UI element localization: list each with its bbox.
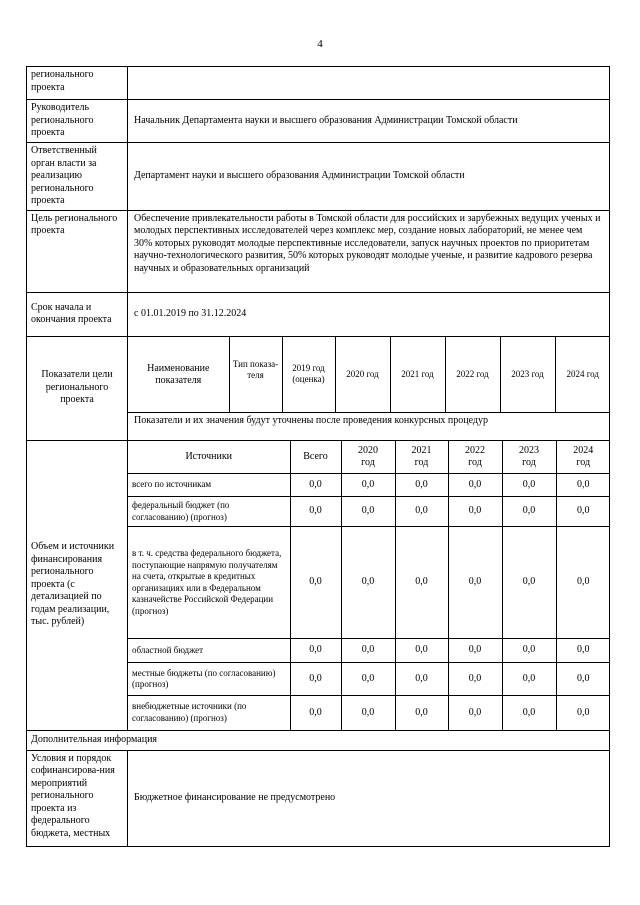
- funding-value: 0,0: [395, 474, 448, 497]
- funding-value: 0,0: [556, 497, 610, 527]
- indicator-header: Тип показа-теля: [229, 337, 282, 413]
- funding-value: 0,0: [290, 497, 341, 527]
- funding-row: [128, 663, 610, 696]
- funding-value: 0,0: [290, 639, 341, 663]
- funding-value: 0,0: [502, 474, 556, 497]
- funding-cell: [128, 440, 610, 730]
- funding-value: 0,0: [395, 696, 448, 730]
- head-value: Начальник Департамента науки и высшего образования Администрации Томской области: [134, 114, 518, 126]
- indicator-header: 2019 год (оценка): [282, 337, 335, 413]
- term-value-cell: [128, 292, 610, 336]
- indicator-header: Наименование показателя: [128, 337, 229, 413]
- funding-value: 0,0: [341, 474, 395, 497]
- indicators-label-cell: [27, 336, 128, 440]
- funding-value: 0,0: [556, 474, 610, 497]
- funding-value: 0,0: [395, 639, 448, 663]
- name-tail-cell: [27, 67, 128, 100]
- authority-label: Ответственный орган власти за реализацию регионального проекта: [31, 145, 97, 206]
- funding-header: Источники: [128, 441, 290, 474]
- funding-value: 0,0: [341, 497, 395, 527]
- funding-header: 2021 год: [395, 441, 448, 474]
- authority-value: Департамент науки и высшего образования Администрации Томской области: [134, 170, 465, 181]
- funding-header: 2022 год: [448, 441, 502, 474]
- indicator-header: 2024 год: [555, 337, 610, 413]
- name-tail-value-cell: [128, 67, 610, 100]
- goal-value-cell: [128, 210, 610, 292]
- funding-row: [128, 474, 610, 497]
- funding-value: 0,0: [448, 497, 502, 527]
- funding-value: 0,0: [290, 527, 341, 639]
- funding-value: 0,0: [448, 474, 502, 497]
- funding-value: 0,0: [556, 663, 610, 696]
- funding-value: 0,0: [290, 663, 341, 696]
- funding-value: 0,0: [341, 639, 395, 663]
- funding-value: 0,0: [290, 696, 341, 730]
- funding-value: 0,0: [448, 527, 502, 639]
- funding-value: 0,0: [502, 527, 556, 639]
- funding-value: 0,0: [341, 663, 395, 696]
- funding-value: 0,0: [341, 527, 395, 639]
- funding-label-cell: [27, 440, 128, 730]
- funding-value: 0,0: [502, 639, 556, 663]
- indicators-table: [128, 337, 610, 440]
- funding-value: 0,0: [556, 527, 610, 639]
- passport-table: [26, 66, 610, 847]
- indicator-header: 2020 год: [335, 337, 390, 413]
- funding-value: 0,0: [448, 663, 502, 696]
- funding-table: [128, 441, 610, 730]
- indicators-note: Показатели и их значения будут уточнены после проведения конкурсных процедур: [134, 415, 489, 426]
- term-label-cell: [27, 292, 128, 336]
- head-label-cell: [27, 100, 128, 143]
- indicator-header: 2022 год: [445, 337, 500, 413]
- funding-value: 0,0: [341, 696, 395, 730]
- funding-value: 0,0: [502, 696, 556, 730]
- funding-row: [128, 639, 610, 663]
- additional-info: Дополнительная информация: [27, 730, 610, 750]
- funding-value: 0,0: [502, 497, 556, 527]
- funding-value: 0,0: [556, 639, 610, 663]
- cofinancing-label: Условия и порядок софинансирова-ния мероприятий регионального проекта из федерального бюджета, местных: [31, 752, 115, 839]
- funding-row: [128, 696, 610, 730]
- funding-value: 0,0: [395, 527, 448, 639]
- funding-header: 2023 год: [502, 441, 556, 474]
- funding-value: 0,0: [395, 497, 448, 527]
- term-value: с 01.01.2019 по 31.12.2024: [134, 307, 247, 319]
- funding-header: 2024 год: [556, 441, 610, 474]
- funding-value: 0,0: [502, 663, 556, 696]
- funding-source: федеральный бюджет (по согласованию) (прогноз): [128, 497, 290, 527]
- goal-value: Обеспечение привлекательности работы в Томской области для российских и зарубежных ведущих ученых и молодых перспективных исследователей через комплекс мер, создание новых лабораторий, не менее чем 30% которых руководят молодые перспективные исследователи, запуск научных проектов по приоритетам научно-технологического развития, 50% которых руководят молодые ученые, и развитие кадрового резерва научных и образовательных организаций: [134, 212, 601, 274]
- indicator-header: 2023 год: [500, 337, 555, 413]
- head-label: Руководитель регионального проекта: [31, 102, 94, 139]
- funding-value: 0,0: [395, 663, 448, 696]
- funding-source: всего по источникам: [128, 474, 290, 497]
- funding-value: 0,0: [448, 696, 502, 730]
- indicator-header: 2021 год: [390, 337, 445, 413]
- funding-value: 0,0: [448, 639, 502, 663]
- funding-source: в т. ч. средства федерального бюджета, поступающие напрямую получателям на счета, открытые в кредитных организациях или в Федеральном казначействе Российской Федерации (прогноз): [128, 527, 290, 639]
- funding-source: местные бюджеты (по согласованию) (прогноз): [128, 663, 290, 696]
- funding-value: 0,0: [577, 706, 590, 718]
- goal-label: Цель регионального проекта: [31, 212, 118, 236]
- head-value-cell: [128, 100, 610, 143]
- goal-label-cell: [27, 210, 128, 292]
- funding-row: [128, 527, 610, 639]
- term-label: Срок начала и окончания проекта: [31, 301, 112, 325]
- funding-source: внебюджетные источники (по согласованию) (прогноз): [128, 696, 290, 730]
- authority-label-cell: [27, 143, 128, 211]
- funding-source: областной бюджет: [128, 639, 290, 663]
- funding-row: [128, 497, 610, 527]
- name-tail-label: регионального проекта: [31, 69, 94, 93]
- funding-header: Всего: [290, 441, 341, 474]
- indicators-cell: [128, 336, 610, 440]
- cofinancing-label-cell: [27, 750, 128, 846]
- funding-header: 2020 год: [341, 441, 395, 474]
- indicators-label: Показатели цели регионального проекта: [41, 369, 113, 406]
- funding-label: Объем и источники финансирования регионального проекта (с детализацией по годам реализации, тыс. рублей): [31, 541, 115, 628]
- funding-value: 0,0: [290, 474, 341, 497]
- page-number: 4: [317, 38, 323, 50]
- cofinancing-value: Бюджетное финансирование не предусмотрено: [134, 791, 336, 803]
- cofinancing-value-cell: [128, 750, 610, 846]
- authority-value-cell: [128, 143, 610, 211]
